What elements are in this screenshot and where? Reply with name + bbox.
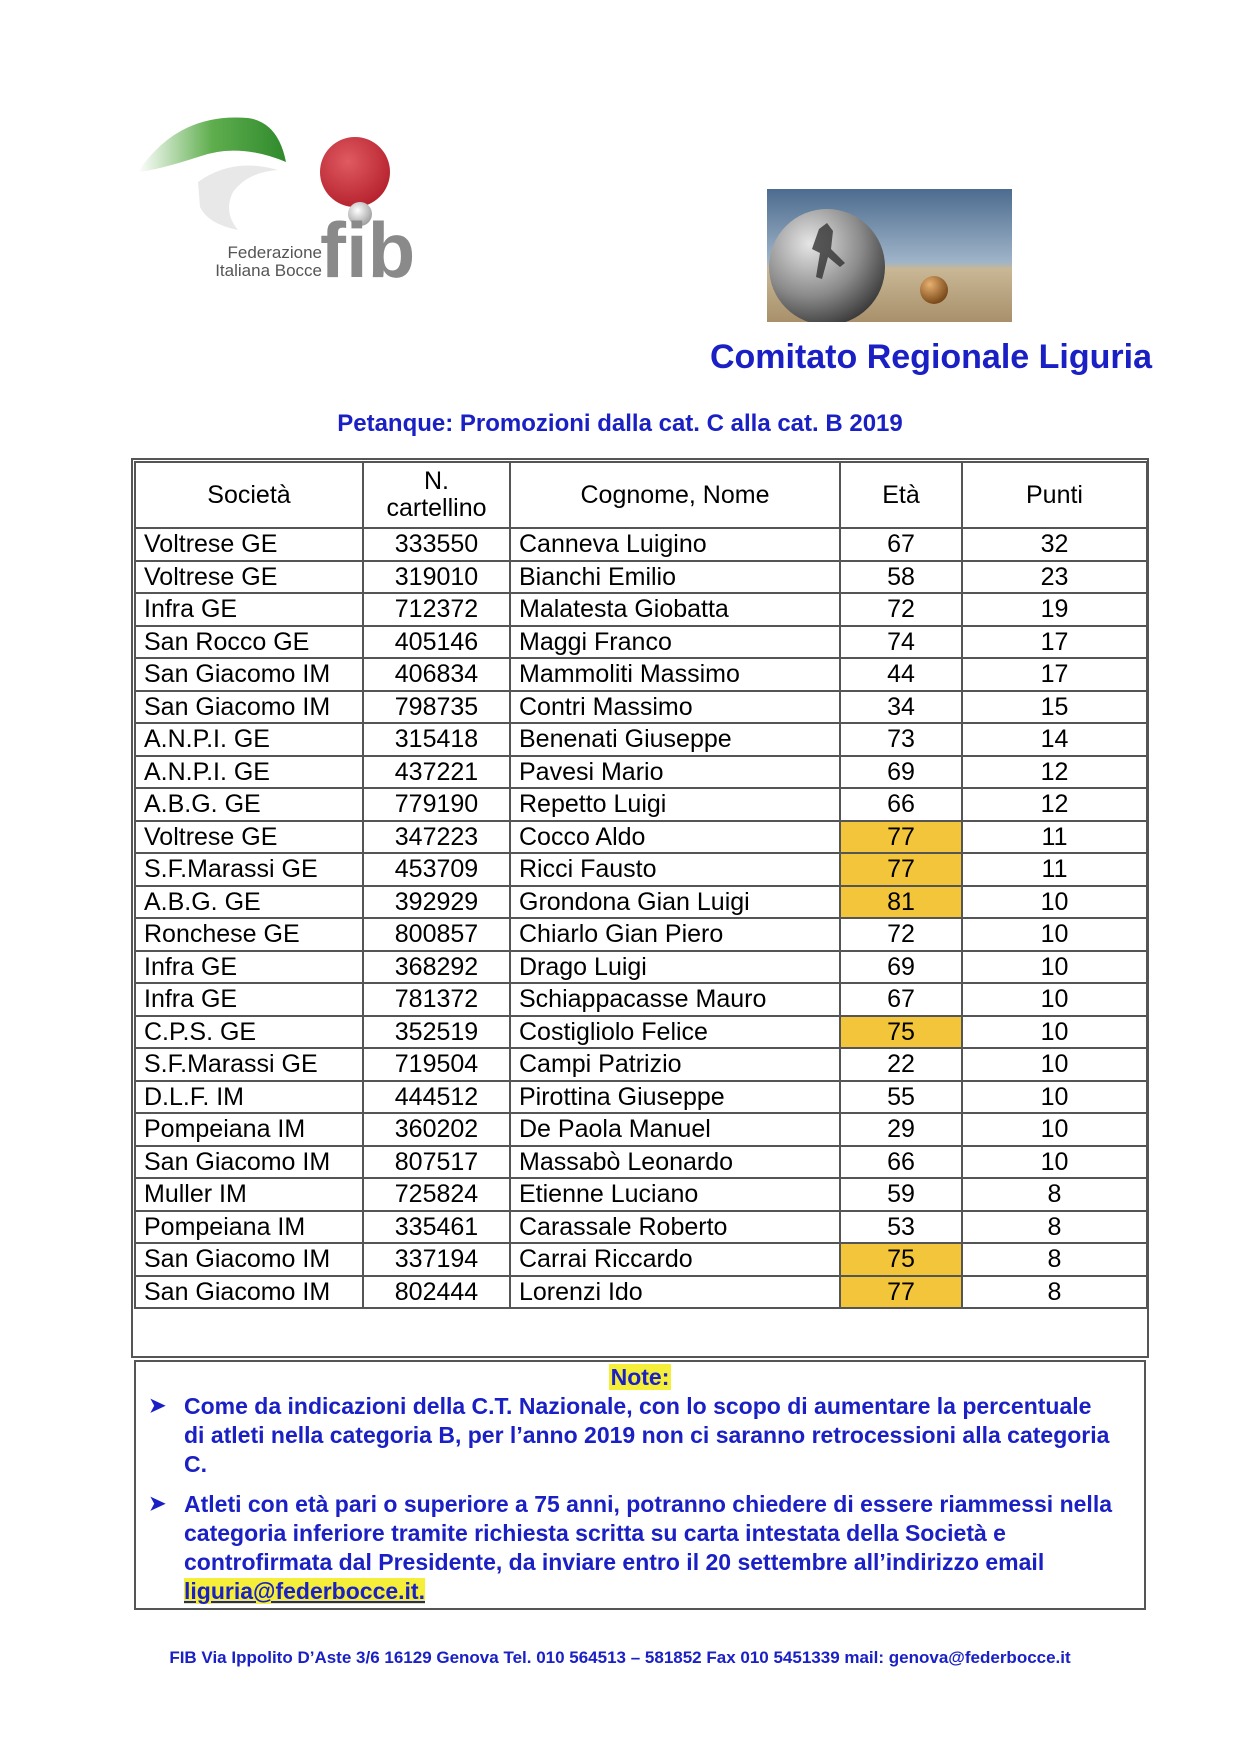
table-row [135,691,1147,724]
cell-cartellino: 392929 [363,886,510,919]
email-link[interactable]: liguria@federbocce.it. [184,1578,425,1604]
cell-cartellino: 800857 [363,918,510,951]
note-text-2: Atleti con età pari o superiore a 75 anni, potranno chiedere di essere riammessi nella categoria inferiore tramite richiesta scritta su carta intestata della Società e controfirmata dal Presidente, da inviare entro il 20 settembre all’indirizzo email [184,1491,1112,1575]
notes-box [134,1360,1146,1610]
cell-name: Contri Massimo [510,691,840,724]
table-row [135,1113,1147,1146]
table-row [135,1016,1147,1049]
cell-cartellino: 315418 [363,723,510,756]
table-row [135,1243,1147,1276]
cell-age: 22 [840,1048,962,1081]
cell-points: 17 [962,626,1147,659]
cell-societa: Voltrese GE [135,528,363,561]
table-row [135,593,1147,626]
cell-points: 11 [962,821,1147,854]
cell-points: 12 [962,788,1147,821]
cell-points: 14 [962,723,1147,756]
cell-points: 10 [962,1081,1147,1114]
cell-societa: Infra GE [135,593,363,626]
cell-points: 10 [962,1146,1147,1179]
table-row [135,886,1147,919]
cell-name: Chiarlo Gian Piero [510,918,840,951]
cell-points: 8 [962,1243,1147,1276]
cell-points: 10 [962,1113,1147,1146]
table-row [135,658,1147,691]
cell-societa: Voltrese GE [135,561,363,594]
cell-name: Canneva Luigino [510,528,840,561]
cell-age: 77 [840,853,962,886]
table-row [135,756,1147,789]
cell-name: Lorenzi Ido [510,1276,840,1309]
cell-name: Malatesta Giobatta [510,593,840,626]
table-row [135,723,1147,756]
table-row [135,788,1147,821]
cell-age: 72 [840,918,962,951]
cell-points: 15 [962,691,1147,724]
footer: FIB Via Ippolito D’Aste 3/6 16129 Genova Tel. 010 564513 – 581852 Fax 010 5451339 mail: genova@federbocce.it [169,1648,1071,1667]
table-row [135,561,1147,594]
cell-cartellino: 453709 [363,853,510,886]
cell-age: 34 [840,691,962,724]
cell-societa: San Giacomo IM [135,1243,363,1276]
table-row [135,1048,1147,1081]
header-cartellino: N. cartellino [363,462,510,528]
petanque-photo [767,189,1012,322]
cell-points: 10 [962,983,1147,1016]
cell-societa: Voltrese GE [135,821,363,854]
cell-cartellino: 781372 [363,983,510,1016]
cell-points: 12 [962,756,1147,789]
cell-societa: San Giacomo IM [135,658,363,691]
cell-cartellino: 333550 [363,528,510,561]
cell-age: 59 [840,1178,962,1211]
cell-cartellino: 725824 [363,1178,510,1211]
notes-title: Note: [610,1364,670,1390]
cell-age: 67 [840,983,962,1016]
cell-name: Bianchi Emilio [510,561,840,594]
table-row [135,1211,1147,1244]
committee-title: Comitato Regionale Liguria [709,338,1152,376]
cell-points: 10 [962,951,1147,984]
logo-text [182,244,322,280]
cell-age: 77 [840,821,962,854]
page-subtitle: Petanque: Promozioni dalla cat. C alla cat. B 2019 [337,410,903,437]
table-body [135,528,1147,1308]
table-header-row [135,462,1147,528]
header-name: Cognome, Nome [510,462,840,528]
cell-name: Massabò Leonardo [510,1146,840,1179]
cell-points: 10 [962,1016,1147,1049]
cell-societa: San Giacomo IM [135,1146,363,1179]
table-row [135,1178,1147,1211]
cell-societa: A.B.G. GE [135,788,363,821]
cell-societa: Pompeiana IM [135,1113,363,1146]
cell-cartellino: 347223 [363,821,510,854]
cell-name: Ricci Fausto [510,853,840,886]
cell-points: 10 [962,1048,1147,1081]
cell-societa: A.N.P.I. GE [135,723,363,756]
cell-cartellino: 319010 [363,561,510,594]
cell-name: Pavesi Mario [510,756,840,789]
cell-cartellino: 406834 [363,658,510,691]
logo-line-2: Italiana Bocce [215,261,322,280]
cell-age: 53 [840,1211,962,1244]
header-age: Età [840,462,962,528]
arrow-bullet-icon: ➤ [149,1395,166,1417]
cell-cartellino: 360202 [363,1113,510,1146]
cell-name: Schiappacasse Mauro [510,983,840,1016]
table-row [135,853,1147,886]
cell-age: 75 [840,1243,962,1276]
header-societa: Società [135,462,363,528]
cell-age: 72 [840,593,962,626]
cell-age: 69 [840,951,962,984]
note-item-2 [149,1490,1114,1606]
cell-societa: A.N.P.I. GE [135,756,363,789]
cell-age: 67 [840,528,962,561]
cell-cartellino: 712372 [363,593,510,626]
cell-societa: A.B.G. GE [135,886,363,919]
cell-societa: Infra GE [135,951,363,984]
cell-age: 58 [840,561,962,594]
cell-name: Pirottina Giuseppe [510,1081,840,1114]
fib-wordmark: fib [320,206,416,287]
fib-logo [138,112,478,287]
cell-societa: S.F.Marassi GE [135,853,363,886]
cell-cartellino: 444512 [363,1081,510,1114]
cell-name: Carrai Riccardo [510,1243,840,1276]
cell-name: Maggi Franco [510,626,840,659]
promotions-table [134,461,1148,1309]
cell-age: 75 [840,1016,962,1049]
table-row [135,528,1147,561]
cell-age: 81 [840,886,962,919]
cell-cartellino: 337194 [363,1243,510,1276]
table-row [135,918,1147,951]
cell-name: Grondona Gian Luigi [510,886,840,919]
note-text-1: Come da indicazioni della C.T. Nazionale, con lo scopo di aumentare la percentuale di atleti nella categoria B, per l’anno 2019 non ci saranno retrocessioni alla categoria C. [184,1393,1110,1477]
cell-cartellino: 335461 [363,1211,510,1244]
cell-societa: San Giacomo IM [135,691,363,724]
cell-cartellino: 352519 [363,1016,510,1049]
table-row [135,983,1147,1016]
cell-cartellino: 437221 [363,756,510,789]
cell-cartellino: 798735 [363,691,510,724]
cell-name: De Paola Manuel [510,1113,840,1146]
cell-societa: S.F.Marassi GE [135,1048,363,1081]
cell-cartellino: 368292 [363,951,510,984]
note-item-1 [149,1392,1114,1479]
table-row [135,1081,1147,1114]
cell-societa: Muller IM [135,1178,363,1211]
table-row [135,626,1147,659]
cell-points: 10 [962,886,1147,919]
cell-societa: D.L.F. IM [135,1081,363,1114]
cell-points: 17 [962,658,1147,691]
table-row [135,1276,1147,1309]
cell-points: 10 [962,918,1147,951]
table-row [135,821,1147,854]
cell-cartellino: 807517 [363,1146,510,1179]
cell-age: 66 [840,1146,962,1179]
cell-societa: Ronchese GE [135,918,363,951]
cell-points: 11 [962,853,1147,886]
cell-age: 66 [840,788,962,821]
cell-age: 69 [840,756,962,789]
cell-name: Benenati Giuseppe [510,723,840,756]
cell-cartellino: 779190 [363,788,510,821]
cell-age: 73 [840,723,962,756]
cell-name: Costigliolo Felice [510,1016,840,1049]
cell-points: 8 [962,1178,1147,1211]
cell-points: 19 [962,593,1147,626]
cell-age: 74 [840,626,962,659]
cell-points: 23 [962,561,1147,594]
cell-societa: San Giacomo IM [135,1276,363,1309]
cell-name: Repetto Luigi [510,788,840,821]
cell-societa: Pompeiana IM [135,1211,363,1244]
cell-societa: Infra GE [135,983,363,1016]
cell-points: 32 [962,528,1147,561]
cell-points: 8 [962,1276,1147,1309]
cell-cartellino: 802444 [363,1276,510,1309]
cell-societa: San Rocco GE [135,626,363,659]
table-row [135,951,1147,984]
cell-age: 77 [840,1276,962,1309]
cell-name: Drago Luigi [510,951,840,984]
header-points: Punti [962,462,1147,528]
cell-name: Campi Patrizio [510,1048,840,1081]
cell-name: Carassale Roberto [510,1211,840,1244]
cell-name: Cocco Aldo [510,821,840,854]
cell-age: 55 [840,1081,962,1114]
arrow-bullet-icon: ➤ [149,1493,166,1515]
cell-name: Etienne Luciano [510,1178,840,1211]
cell-societa: C.P.S. GE [135,1016,363,1049]
cell-cartellino: 719504 [363,1048,510,1081]
cell-age: 29 [840,1113,962,1146]
cell-name: Mammoliti Massimo [510,658,840,691]
cell-cartellino: 405146 [363,626,510,659]
cell-points: 8 [962,1211,1147,1244]
table-row [135,1146,1147,1179]
cell-age: 44 [840,658,962,691]
logo-line-1: Federazione [227,243,322,262]
